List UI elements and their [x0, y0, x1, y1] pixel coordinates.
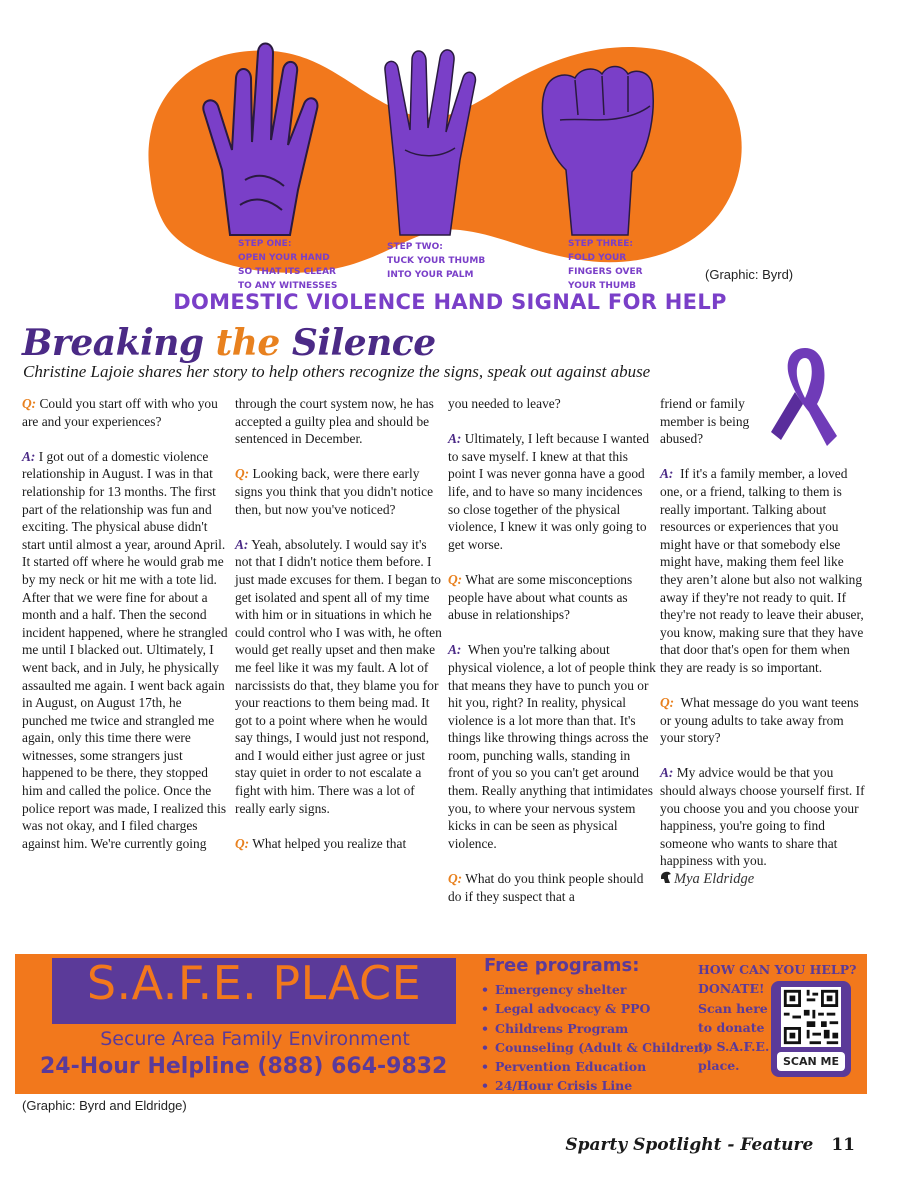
question-text: What do you think people should do if they suspect that a [448, 871, 644, 904]
step-three-text: STEP THREE: FOLD YOUR FINGERS OVER YOUR THUMB [568, 239, 643, 291]
headline-part-1: Breaking [22, 322, 216, 364]
article-column-3 [448, 395, 656, 923]
how-line: Scan here [698, 1000, 768, 1016]
question-paragraph [660, 694, 868, 747]
answer-text: When you're talking about physical violence, a lot of people think that means they have to punch you or hit you, right? In reality, physical violence is a lot more than that. It's things like throwing things across the room, punching walls, standing in front of you so you can't get around them. Really anything that intimidates you, to where your nervous system kicks in can be seen as physical violence. [448, 642, 656, 851]
program-item: • 24/Hour Crisis Line [481, 1076, 709, 1095]
headline-part-3: Silence [279, 322, 436, 364]
q-label: Q: [448, 871, 463, 887]
answer-text: Yeah, absolutely. I would say it's not that I didn't notice them before. I just made excuses for them. I began to get isolated and spent all of my time with him or in situations in which he could control who I was with, he often would get really upset and then make me feel like it was my fault. A lot of narcissists do that, they blame you for your reactions to them being mad. It got to a point where when he would say things, I would just not respond, and I would either just agree or just stay quiet in order to not escalate a fight with him. There was a lot of really early signs. [235, 536, 442, 816]
question-paragraph [448, 571, 656, 624]
ad-credit: (Graphic: Byrd and Eldridge) [22, 1098, 187, 1113]
a-label: A: [660, 765, 674, 781]
a-label: A: [448, 642, 462, 658]
ad-org-name: S.A.F.E. PLACE [86, 956, 422, 1010]
step-two-text: STEP TWO: TUCK YOUR THUMB INTO YOUR PALM [387, 242, 486, 280]
answer-paragraph [448, 641, 656, 852]
article-column-4 [660, 395, 868, 889]
q-label: Q: [235, 466, 250, 482]
safe-place-ad [15, 954, 867, 1094]
question-text: Could you start off with who you are and your experiences? [22, 396, 218, 429]
ad-programs-list [481, 980, 709, 1096]
question-paragraph [235, 835, 443, 853]
ad-programs-title: Free programs: [484, 955, 640, 976]
qr-code-block[interactable] [771, 981, 851, 1077]
answer-text: My advice would be that you should always choose yourself first. If you choose you and you choose your happiness, you're going to find someone who wants to share that happiness with you. [660, 765, 865, 869]
answer-paragraph [660, 764, 868, 870]
a-label: A: [660, 466, 674, 482]
program-item: • Legal advocacy & PPO [481, 999, 709, 1018]
ad-helpline: 24-Hour Helpline (888) 664-9832 [40, 1054, 448, 1079]
q-label: Q: [22, 396, 37, 411]
question-paragraph [235, 465, 443, 518]
spartan-helmet-icon [660, 871, 672, 884]
question-text: Looking back, were there early signs you think that you didn't notice then, but now you've noticed? [235, 466, 434, 517]
question-text: What are some misconceptions people have about what counts as abuse in relationships? [448, 571, 633, 623]
how-line: to S.A.F.E. [698, 1039, 770, 1055]
q-label: Q: [235, 835, 250, 851]
program-item: • Pervention Education [481, 1057, 709, 1076]
question-paragraph [448, 870, 656, 905]
question-paragraph [22, 395, 230, 430]
article-column-1 [22, 395, 230, 870]
article-subhead: Christine Lajoie shares her story to help others recognize the signs, speak out against abuse [23, 362, 651, 381]
article-headline [22, 322, 436, 364]
question-continued: you needed to leave? [448, 396, 561, 411]
question-text: What message do you want teens or young adults to take away from your story? [660, 695, 859, 746]
question-text: What helped you realize that [252, 835, 407, 851]
scan-me-label: SCAN ME [777, 1052, 845, 1071]
ad-subtitle: Secure Area Family Environment [100, 1028, 410, 1050]
answer-text: If it's a family member, a loved one, or a friend, talking to them is really important. Talking about resources or experiences that you might have or that somebody else might have, making them feel like they aren’t alone but also not walking away if they're not ready to quit. If they're not ready to leave their abuser, you know, making sure that they have that door that's open for them when they are ready is so important. [660, 466, 864, 675]
answer-paragraph [22, 448, 230, 853]
a-label: A: [448, 431, 462, 447]
a-label: A: [235, 536, 249, 552]
program-item: • Counseling (Adult & Children) [481, 1038, 709, 1057]
question-continued: friend or family member is being abused? [660, 396, 750, 447]
byline [660, 870, 868, 889]
how-heading: HOW CAN YOU HELP? [698, 962, 857, 977]
article-column-2 [235, 395, 443, 870]
hero-title: DOMESTIC VIOLENCE HAND SIGNAL FOR HELP [173, 290, 727, 314]
answer-continued: through the court system now, he has accepted a guilty plea and should be sentenced in December. [235, 396, 434, 447]
headline-part-2: the [215, 322, 280, 364]
qr-code-icon[interactable] [781, 987, 841, 1047]
hero-credit: (Graphic: Byrd) [705, 267, 794, 282]
a-label: A: [22, 448, 36, 464]
answer-text: I got out of a domestic violence relationship in August. I was in that relationship for 13 months. The first part of the relationship was fun and exciting. The physical abuse didn't start until almost a year, around April. It started off where he would grab me by my neck or hit me with a tote lid. After that we were fine for about a month and a half. Then the second incident happened, where he strangled me until I blacked out. Ultimately, I went back, and in July, he physically assaulted me again. I went back again in August, on August 17th, he punched me twice and strangled me again, only this time there were witnesses, some strangers just happened to be there, they stopped him and called the police. Once the police report was made, I realized this was not okay, and I filed charges against him. We're currently going [22, 448, 228, 851]
page-number: 11 [831, 1135, 855, 1155]
answer-paragraph [660, 465, 868, 676]
q-label: Q: [448, 571, 463, 587]
footer-section: Sparty Spotlight - Feature [565, 1135, 814, 1155]
answer-text: Ultimately, I left because I wanted to save myself. I knew at that this point I was never gonna have a good life, and to have so many incidences so close together of the physical violence, I knew it was only going to get worse. [448, 431, 650, 552]
byline-author: Mya Eldridge [674, 871, 755, 888]
how-line: to donate [698, 1019, 765, 1035]
ad-name-panel [52, 958, 456, 1024]
program-item: • Emergency shelter [481, 980, 709, 999]
answer-paragraph [235, 536, 443, 818]
step-one-text: STEP ONE: OPEN YOUR HAND SO THAT ITS CLEAR TO ANY WITNESSES [238, 239, 338, 291]
answer-paragraph [448, 430, 656, 553]
page-footer [565, 1135, 855, 1155]
how-line: DONATE! [698, 981, 765, 997]
q-label: Q: [660, 695, 675, 711]
program-item: • Childrens Program [481, 1019, 709, 1038]
how-line: place. [698, 1058, 740, 1074]
